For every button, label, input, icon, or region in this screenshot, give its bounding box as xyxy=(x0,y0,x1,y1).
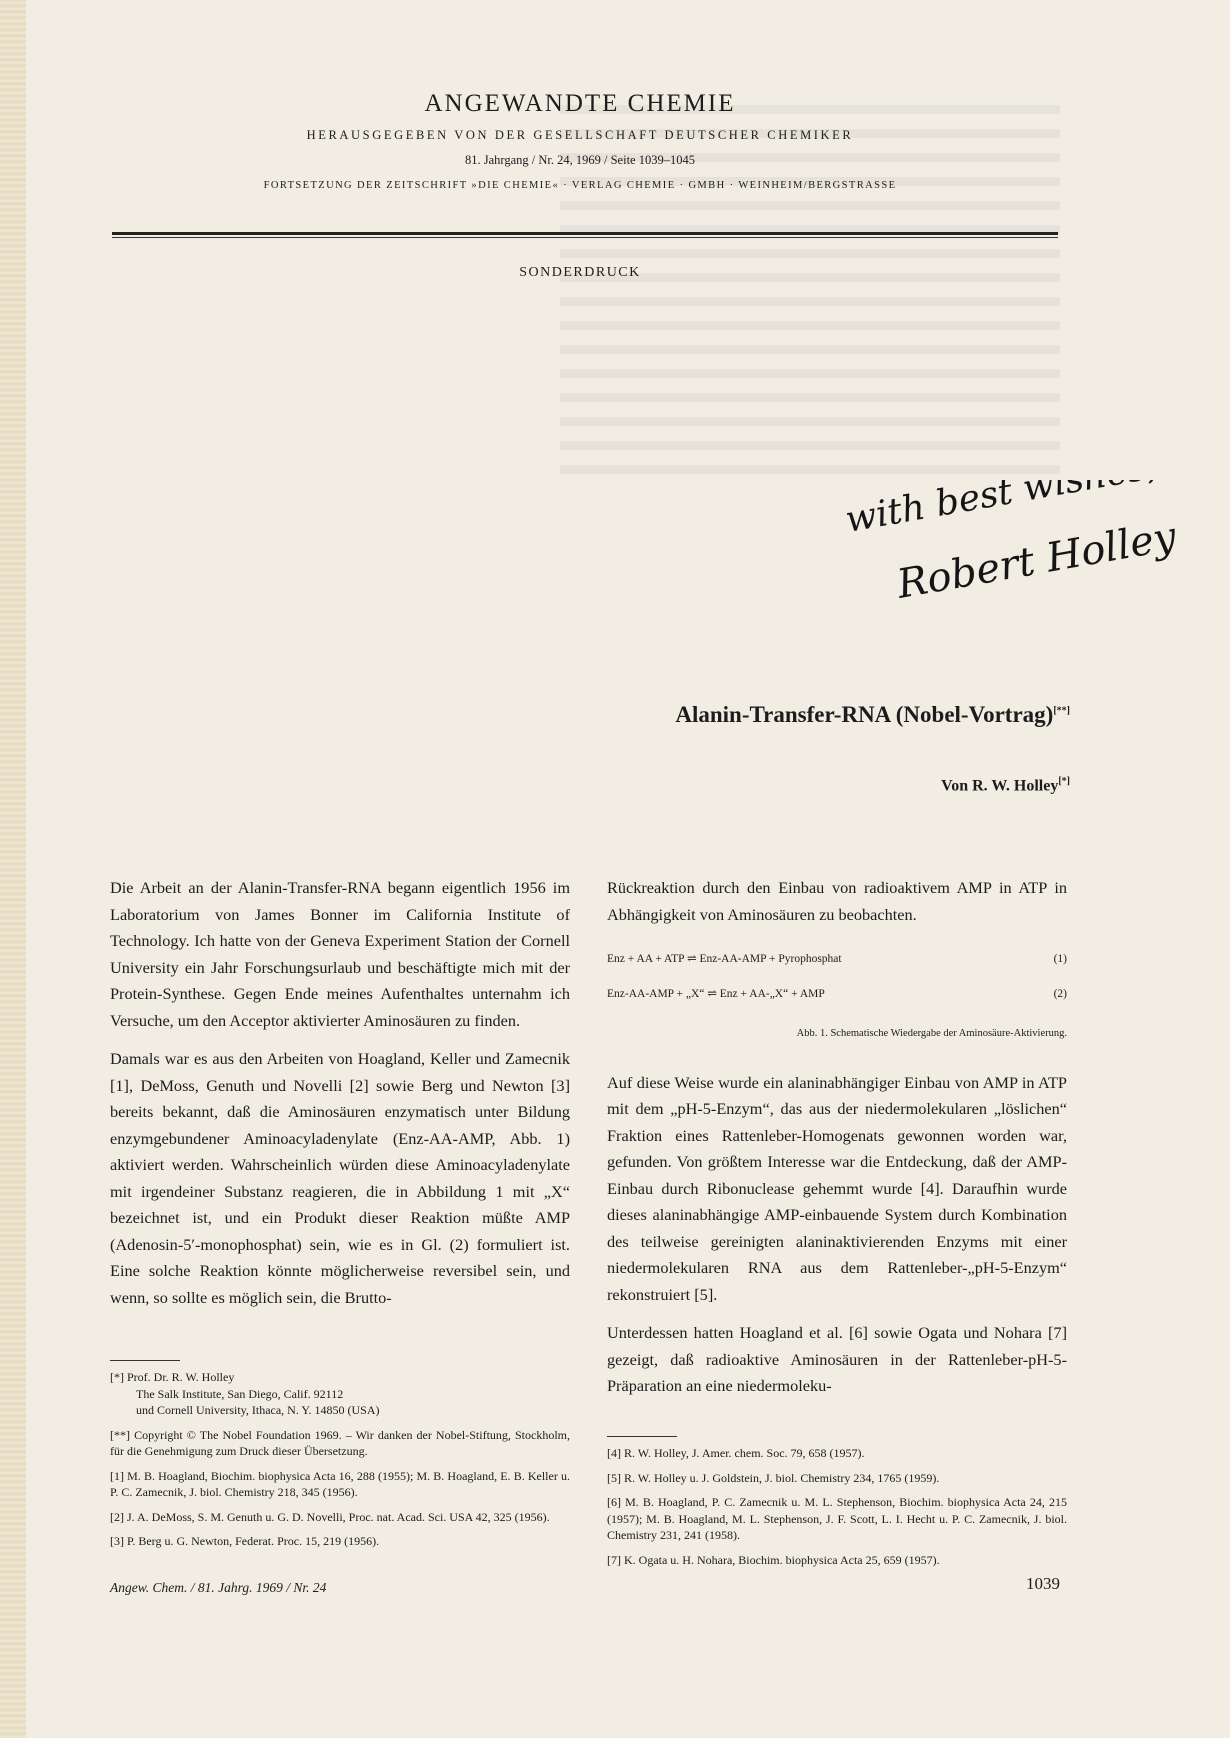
footnote-rule xyxy=(110,1360,180,1361)
header-rule-thick xyxy=(112,232,1058,235)
inscription-svg xyxy=(840,480,1210,620)
reference-4: [4] R. W. Holley, J. Amer. chem. Soc. 79, 658 (1957). xyxy=(607,1446,865,1460)
journal-title: ANGEWANDTE CHEMIE xyxy=(424,90,736,117)
inscription-signature: Robert Holley xyxy=(893,513,1180,608)
body-paragraph: Auf diese Weise wurde ein alaninabhängiger Einbau von AMP in ATP mit dem „pH-5-Enzym“, das aus der niedermolekularen „löslichen“ Fraktion eines Rattenleber-Homogenats gewonnen worden war, gefunden. Von größtem Interesse war die Entdeckung, daß der AMP-Einbau durch Ribonuclease gehemmt wurde [4]. Daraufhin wurde dieses alaninabhängige AMP-einbauende System durch Kombination des teilweise gereinigten alaninaktivierenden Enzyms mit einer niedermolekularen RNA aus dem Rattenleber-„pH-5-Enzym“ rekonstruiert [5]. xyxy=(607,1072,1067,1304)
masthead xyxy=(100,90,1060,191)
byline-text: Von R. W. Holley xyxy=(941,777,1059,795)
author-byline xyxy=(560,776,1070,795)
article-title xyxy=(560,702,1070,728)
body-paragraph: Rückreaktion durch den Einbau von radioaktivem AMP in ATP in Abhängigkeit von Aminosäuren zu beobachten. xyxy=(607,878,1067,924)
reference-3: [3] P. Berg u. G. Newton, Federat. Proc. 15, 219 (1956). xyxy=(110,1534,380,1548)
footer-citation: Angew. Chem. / 81. Jahrg. 1969 / Nr. 24 xyxy=(110,1580,327,1595)
left-column xyxy=(110,875,570,1323)
equation-1-number: (1) xyxy=(1053,953,1067,965)
footnote-author xyxy=(110,1369,570,1419)
reaction-equations xyxy=(607,942,1067,1011)
body-paragraph: Unterdessen hatten Hoagland et al. [6] sowie Ogata und Nohara [7] gezeigt, daß radioaktive Aminosäuren in der Rattenleber-pH-5-Präparation an eine niedermoleku- xyxy=(607,1323,1067,1395)
right-column xyxy=(607,875,1067,1412)
equation-row xyxy=(607,942,1067,977)
footnote-copyright: [**] Copyright © The Nobel Foundation 1969. – Wir danken der Nobel-Stiftung, Stockholm, für die Genehmigung zum Druck dieser Übersetzung. xyxy=(110,1427,570,1458)
handwritten-inscription xyxy=(840,480,1210,620)
article-title-text: Alanin-Transfer-RNA (Nobel-Vortrag) xyxy=(675,702,1054,727)
reference-7: [7] K. Ogata u. H. Nohara, Biochim. biophysica Acta 25, 659 (1957). xyxy=(607,1552,940,1567)
page-number: 1039 xyxy=(1026,1574,1060,1593)
figure-caption: Abb. 1. Schematische Wiedergabe der Aminosäure-Aktivierung. xyxy=(796,1028,1067,1039)
inscription-line1: with best wishes, xyxy=(842,480,1161,541)
reference-1: [1] M. B. Hoagland, Biochim. biophysica Acta 16, 288 (1955); M. B. Hoagland, E. B. Keller u. P. C. Zamecnik, J. biol. Chemistry 218, 345 (1956). xyxy=(110,1468,570,1499)
volume-line: 81. Jahrgang / Nr. 24, 1969 / Seite 1039–1045 xyxy=(465,153,695,167)
footnote-author-name: [*] Prof. Dr. R. W. Holley xyxy=(110,1370,235,1384)
equation-2-number: (2) xyxy=(1053,987,1067,1000)
continuation-line: FORTSETZUNG DER ZEITSCHRIFT »DIE CHEMIE« · VERLAG CHEMIE · GMBH · WEINHEIM/BERGSTRASSE xyxy=(263,180,897,191)
equation-row xyxy=(607,977,1067,1012)
body-paragraph: Die Arbeit an der Alanin-Transfer-RNA begann eigentlich 1956 im Laboratorium von James Bonner im California Institute of Technology. Ich hatte von der Geneva Experiment Station der Cornell University ein Jahr Forschungsurlaub und beschäftigte mich mit der Protein-Synthese. Gegen Ende meines Aufenthaltes unternahm ich Versuche, um den Acceptor aktivierter Aminosäuren zu finden. xyxy=(110,878,570,1030)
reference-5: [5] R. W. Holley u. J. Goldstein, J. biol. Chemistry 234, 1765 (1959). xyxy=(607,1470,940,1485)
equation-2: Enz-AA-AMP + „X“ ⇌ Enz + AA-„X“ + AMP xyxy=(607,987,825,1000)
reference-6: [6] M. B. Hoagland, P. C. Zamecnik u. M. L. Stephenson, Biochim. biophysica Acta 24, 215 (1957); M. B. Hoagland, M. L. Stephenson, J. F. Scott, L. I. Hecht u. P. C. Zamecnik, J. biol. Chemistry 231, 241 (1958). xyxy=(607,1495,1067,1542)
publisher-line: HERAUSGEGEBEN VON DER GESELLSCHAFT DEUTSCHER CHEMIKER xyxy=(306,128,854,142)
footnote-author-address: und Cornell University, Ithaca, N. Y. 14850 (USA) xyxy=(136,1403,380,1417)
reprint-label: SONDERDRUCK xyxy=(519,265,641,280)
header-rule-thin xyxy=(112,237,1058,238)
reference-2: [2] J. A. DeMoss, S. M. Genuth u. G. D. Novelli, Proc. nat. Acad. Sci. USA 42, 325 (1956). xyxy=(110,1509,550,1524)
footnotes-right xyxy=(607,1436,1067,1576)
body-paragraph: Damals war es aus den Arbeiten von Hoagland, Keller und Zamecnik [1], DeMoss, Genuth und Novelli [2] sowie Berg und Newton [3] bereits bekannt, daß die Aminosäuren enzymatisch unter Bildung enzymgebundener Aminoacyladenylate (Enz-AA-AMP, Abb. 1) aktiviert werden. Wahrscheinlich würden diese Aminoacyladenylate mit irgendeiner Substanz reagieren, die in Abbildung 1 mit „X“ bezeichnet ist, und ein Produkt dieser Reaktion müßte AMP (Adenosin-5′-monophosphat) sein, wie es in Gl. (2) formuliert ist. Eine solche Reaktion könnte möglicherweise reversibel sein, und wenn, so sollte es möglich sein, die Brutto- xyxy=(110,1049,570,1307)
title-footnote-mark: [**] xyxy=(1053,705,1070,717)
equation-1: Enz + AA + ATP ⇌ Enz-AA-AMP + Pyrophosphat xyxy=(607,953,842,965)
footnotes-left xyxy=(110,1360,570,1558)
footnote-rule xyxy=(607,1436,677,1437)
byline-footnote-mark: [*] xyxy=(1058,776,1070,787)
footnote-author-address: The Salk Institute, San Diego, Calif. 92112 xyxy=(136,1386,344,1401)
paper-edge xyxy=(0,0,26,1738)
